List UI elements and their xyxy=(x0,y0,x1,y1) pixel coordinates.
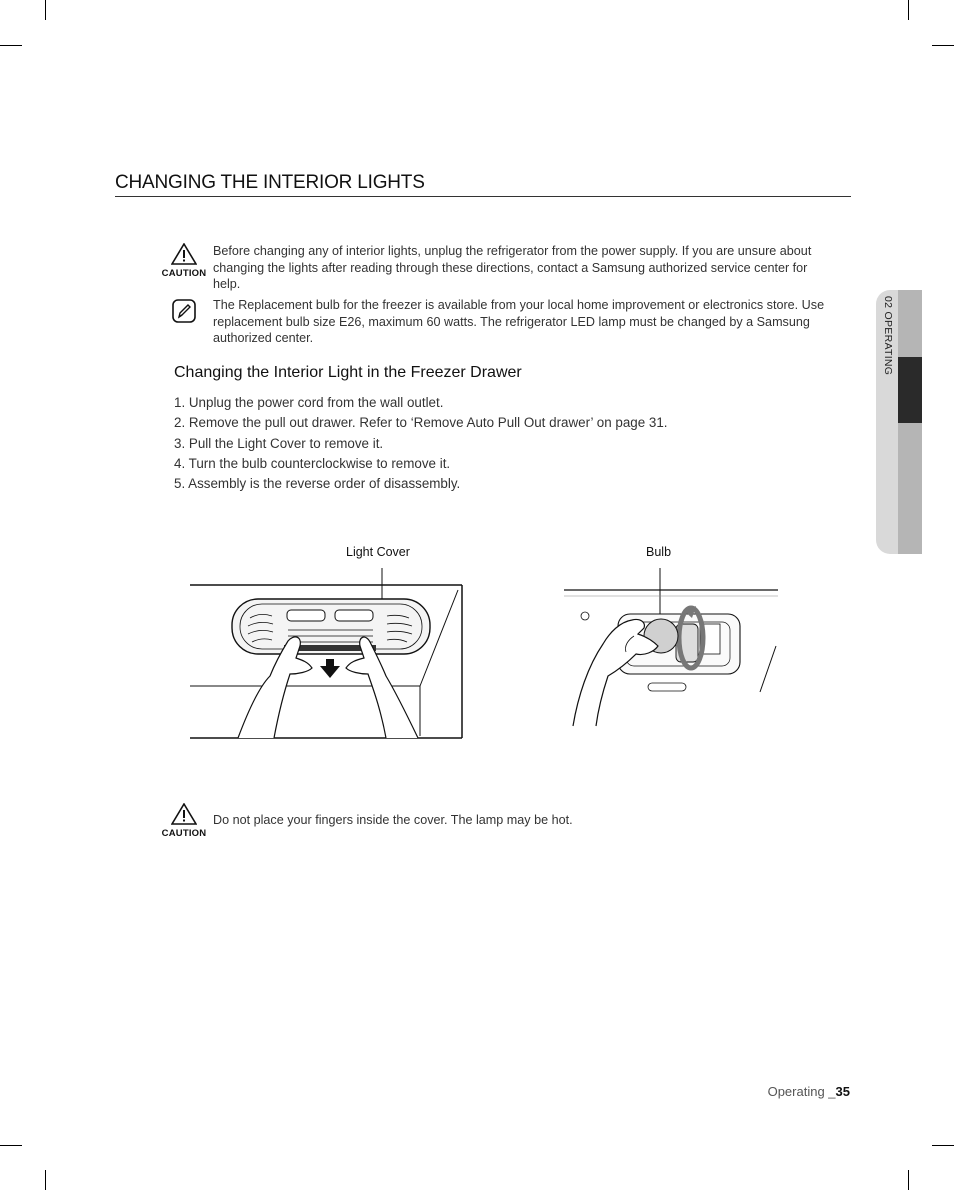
page-number: 35 xyxy=(835,1084,850,1099)
bulb-illustration xyxy=(548,566,783,731)
caution-icon-group xyxy=(158,243,210,279)
page-footer xyxy=(768,1084,850,1099)
caution-text: Before changing any of interior lights, unplug the refrigerator from the power supply. If you are unsure about changing the lights after reading through these directions, contact a Samsung authorized service center for help. xyxy=(213,244,812,291)
bottom-caution-notice xyxy=(158,803,838,843)
note-pencil-icon xyxy=(172,299,196,323)
list-item: 3. Pull the Light Cover to remove it. xyxy=(174,435,384,451)
crop-mark xyxy=(45,0,46,20)
side-tab-label: 02 OPERATING xyxy=(882,296,894,376)
note-notice xyxy=(158,297,838,352)
footer-section: Operating _ xyxy=(767,1084,836,1099)
caution-label: CAUTION xyxy=(161,268,207,279)
crop-mark xyxy=(932,45,954,46)
crop-mark xyxy=(45,1170,46,1190)
caution-label: CAUTION xyxy=(161,828,207,839)
light-cover-label: Light Cover xyxy=(346,545,410,559)
warning-triangle-icon xyxy=(171,243,197,265)
crop-mark xyxy=(932,1145,954,1146)
caution-icon-group xyxy=(158,803,210,839)
section-subtitle: Changing the Interior Light in the Freezer Drawer xyxy=(174,364,522,381)
list-item: 4. Turn the bulb counterclockwise to remove it. xyxy=(174,455,451,471)
crop-mark xyxy=(0,45,22,46)
crop-mark xyxy=(908,0,909,20)
light-cover-illustration xyxy=(190,566,465,741)
warning-triangle-icon xyxy=(171,803,197,825)
list-item: 2. Remove the pull out drawer. Refer to ‘Remove Auto Pull Out drawer’ on page 31. xyxy=(174,415,668,431)
bulb-label: Bulb xyxy=(646,545,672,559)
crop-mark xyxy=(908,1170,909,1190)
caution-notice xyxy=(158,243,838,298)
note-icon-group xyxy=(158,297,210,328)
note-text: The Replacement bulb for the freezer is available from your local home improvement or electronics store. Use replacement bulb size E26, maximum 60 watts. The refrigerator LED lamp must be changed by a Samsung authorized center. xyxy=(213,298,825,345)
list-item: 1. Unplug the power cord from the wall outlet. xyxy=(174,395,444,410)
list-item: 5. Assembly is the reverse order of disassembly. xyxy=(174,476,461,492)
steps-list xyxy=(174,393,668,494)
side-tab-active-marker xyxy=(898,357,922,423)
caution-text: Do not place your fingers inside the cover. The lamp may be hot. xyxy=(213,813,573,827)
page-title: CHANGING THE INTERIOR LIGHTS xyxy=(115,172,851,197)
crop-mark xyxy=(0,1145,22,1146)
